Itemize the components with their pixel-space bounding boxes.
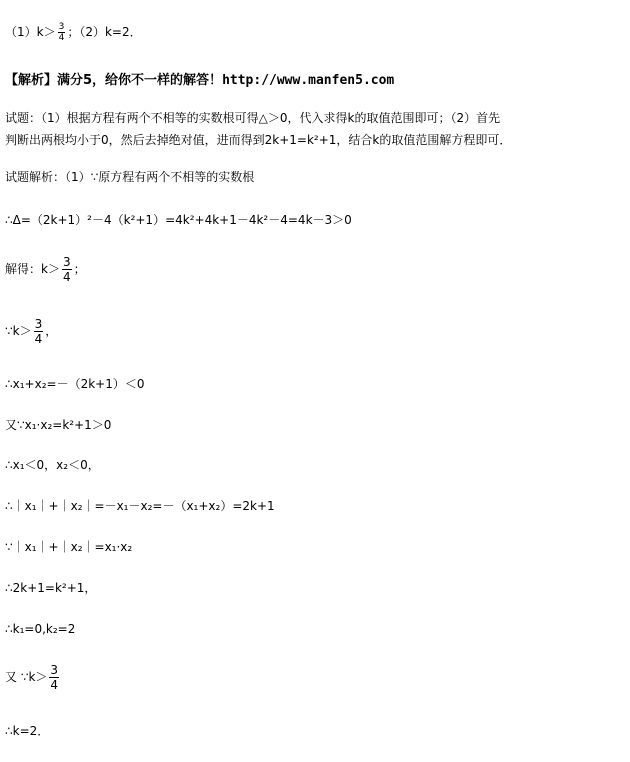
absolute-equation-line: ∵｜x₁｜+｜x₂｜=x₁·x₂	[5, 540, 133, 554]
solve-prefix: 解得：k＞	[5, 262, 60, 276]
constraint-fraction	[49, 663, 59, 692]
quadratic-equation-line: ∴2k+1=k²+1，	[5, 581, 97, 595]
analysis-banner	[5, 72, 394, 90]
hint-line-2: 判断出两根均小于0，然后去掉绝对值，进而得到2k+1=k²+1，结合k的取值范围解方程即可．	[5, 133, 512, 147]
since-line	[5, 317, 57, 346]
solution-intro: 试题解析：（1）∵原方程有两个不相等的实数根	[5, 170, 255, 184]
since-fraction-den: 4	[34, 332, 43, 346]
both-roots-negative-line: ∴x₁＜0，x₂＜0，	[5, 458, 100, 472]
constraint-prefix: 又 ∵k＞	[5, 670, 48, 684]
answer-summary	[5, 22, 142, 43]
constraint-fraction-num: 3	[50, 663, 59, 677]
analysis-tag: 【解析】	[5, 73, 58, 88]
answer-part1: （1）k＞	[5, 25, 56, 39]
solve-suffix: ；	[73, 262, 86, 276]
hint-line-1: 试题：（1）根据方程有两个不相等的实数根可得△＞0，代入求得k的取值范围即可；（2）首先	[5, 111, 501, 125]
product-of-roots-line: 又∵x₁·x₂=k²+1＞0	[5, 418, 112, 432]
solve-fraction-num: 3	[62, 255, 71, 269]
answer-fraction-num: 3	[58, 22, 65, 32]
solve-line	[5, 255, 86, 284]
solve-fraction-den: 4	[62, 270, 71, 284]
discriminant-line: ∴Δ=（2k+1）²－4（k²+1）=4k²+4k+1－4k²－4=4k－3＞0	[5, 213, 352, 227]
answer-fraction	[58, 22, 66, 43]
answer-part2: ；（2）k=2．	[67, 25, 142, 39]
constraint-fraction-den: 4	[50, 678, 59, 692]
conclusion-line: ∴k=2．	[5, 724, 50, 738]
analysis-url: http://www.manfen5.com	[222, 73, 395, 88]
roots-line: ∴k₁=0,k₂=2	[5, 622, 76, 636]
answer-fraction-den: 4	[58, 33, 65, 43]
since-prefix: ∵k＞	[5, 324, 32, 338]
constraint-line	[5, 663, 61, 692]
solve-fraction	[62, 255, 72, 284]
sum-of-roots-line: ∴x₁+x₂=－（2k+1）＜0	[5, 377, 145, 391]
since-fraction-num: 3	[34, 317, 43, 331]
since-fraction	[34, 317, 44, 346]
hint-paragraph	[5, 107, 625, 151]
analysis-slogan: 满分5，给你不一样的解答！	[57, 73, 223, 88]
absolute-sum-line: ∴｜x₁｜+｜x₂｜=－x₁－x₂=－（x₁+x₂）=2k+1	[5, 499, 275, 513]
since-suffix: ，	[45, 324, 58, 338]
